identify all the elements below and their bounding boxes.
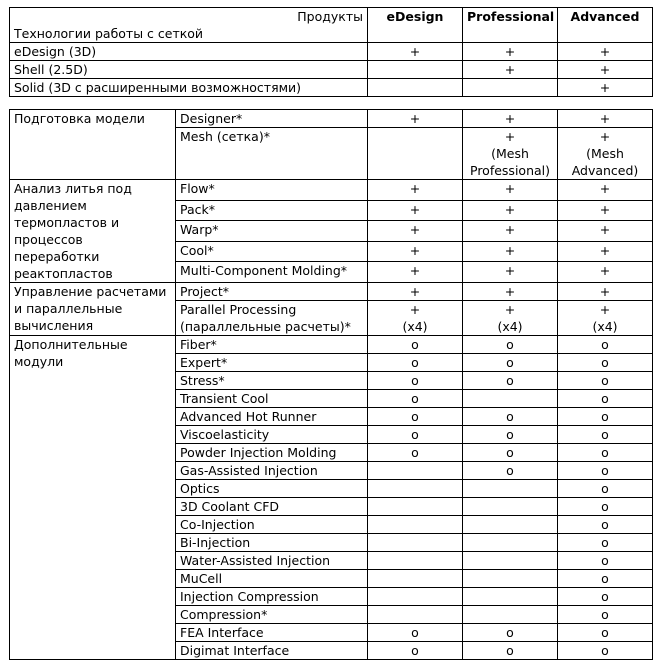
module-row: [10, 110, 653, 128]
module-value-advanced: o: [558, 516, 653, 534]
module-label: Mesh (сетка)*: [176, 128, 368, 180]
modules-table: [9, 109, 653, 660]
module-label: Advanced Hot Runner: [176, 408, 368, 426]
module-label: Cool*: [176, 241, 368, 262]
module-value-professional: o: [463, 642, 558, 660]
group-label: Анализ литья под давлением термопластов и процессов переработки реактопластов: [10, 180, 176, 283]
module-value-edesign: o: [368, 408, 463, 426]
module-value-professional: +: [463, 110, 558, 128]
module-label: Pack*: [176, 200, 368, 221]
module-value-advanced: o: [558, 606, 653, 624]
module-label: 3D Coolant CFD: [176, 498, 368, 516]
module-value-edesign: [368, 588, 463, 606]
module-value-edesign: o: [368, 426, 463, 444]
col-header-advanced: Advanced: [558, 8, 653, 43]
module-value-edesign: [368, 498, 463, 516]
header-label-cell: [10, 8, 368, 43]
module-value-advanced: o: [558, 480, 653, 498]
tech-value-professional: +: [463, 61, 558, 79]
module-value-edesign: [368, 128, 463, 180]
module-label: Parallel Processing (параллельные расчеты)*: [176, 301, 368, 336]
module-value-advanced: + (x4): [558, 301, 653, 336]
module-value-professional: [463, 516, 558, 534]
tech-label: Технологии работы с сеткой: [14, 26, 204, 41]
module-value-advanced: o: [558, 570, 653, 588]
module-label: Fiber*: [176, 336, 368, 354]
module-value-advanced: o: [558, 642, 653, 660]
header-row: [10, 8, 653, 43]
module-value-advanced: o: [558, 336, 653, 354]
module-value-professional: + (Mesh Professional): [463, 128, 558, 180]
module-value-edesign: o: [368, 372, 463, 390]
module-value-advanced: o: [558, 408, 653, 426]
module-value-advanced: o: [558, 354, 653, 372]
module-value-professional: +: [463, 283, 558, 301]
module-label: Gas-Assisted Injection: [176, 462, 368, 480]
module-value-professional: [463, 606, 558, 624]
module-value-professional: o: [463, 444, 558, 462]
module-value-edesign: o: [368, 390, 463, 408]
module-value-edesign: +: [368, 221, 463, 242]
module-value-advanced: o: [558, 444, 653, 462]
tech-value-professional: [463, 79, 558, 97]
module-label: Co-Injection: [176, 516, 368, 534]
tech-value-edesign: [368, 79, 463, 97]
module-value-professional: [463, 552, 558, 570]
module-value-advanced: +: [558, 221, 653, 242]
module-value-professional: [463, 534, 558, 552]
module-label: Flow*: [176, 180, 368, 201]
module-value-edesign: +: [368, 180, 463, 201]
module-value-edesign: o: [368, 642, 463, 660]
module-label: FEA Interface: [176, 624, 368, 642]
module-label: Multi-Component Molding*: [176, 262, 368, 283]
tech-value-edesign: +: [368, 43, 463, 61]
module-value-professional: o: [463, 426, 558, 444]
module-value-edesign: [368, 606, 463, 624]
tech-value-advanced: +: [558, 61, 653, 79]
module-label: Compression*: [176, 606, 368, 624]
tech-value-advanced: +: [558, 43, 653, 61]
module-value-professional: o: [463, 372, 558, 390]
tech-value-edesign: [368, 61, 463, 79]
module-value-professional: o: [463, 408, 558, 426]
module-value-edesign: +: [368, 200, 463, 221]
module-value-advanced: o: [558, 426, 653, 444]
module-label: Injection Compression: [176, 588, 368, 606]
tech-value-professional: +: [463, 43, 558, 61]
module-label: Powder Injection Molding: [176, 444, 368, 462]
module-value-edesign: [368, 570, 463, 588]
module-value-advanced: o: [558, 534, 653, 552]
module-label: Project*: [176, 283, 368, 301]
module-label: Water-Assisted Injection: [176, 552, 368, 570]
module-row: [10, 283, 653, 301]
module-label: Expert*: [176, 354, 368, 372]
module-value-edesign: [368, 480, 463, 498]
module-value-advanced: +: [558, 200, 653, 221]
module-value-edesign: +: [368, 283, 463, 301]
module-value-edesign: +: [368, 110, 463, 128]
group-label: Дополнительные модули: [10, 336, 176, 660]
module-value-advanced: o: [558, 588, 653, 606]
module-value-advanced: o: [558, 390, 653, 408]
module-value-professional: +: [463, 180, 558, 201]
module-value-professional: + (x4): [463, 301, 558, 336]
module-value-edesign: + (x4): [368, 301, 463, 336]
module-value-advanced: +: [558, 283, 653, 301]
mesh-technologies-table: [9, 7, 653, 97]
module-value-advanced: o: [558, 624, 653, 642]
module-value-advanced: o: [558, 372, 653, 390]
tech-row: [10, 79, 653, 97]
module-value-advanced: +: [558, 180, 653, 201]
tech-label: Shell (2.5D): [10, 61, 368, 79]
module-label: Designer*: [176, 110, 368, 128]
module-value-advanced: o: [558, 462, 653, 480]
module-value-edesign: [368, 462, 463, 480]
module-value-edesign: o: [368, 336, 463, 354]
module-value-edesign: o: [368, 624, 463, 642]
module-label: Warp*: [176, 221, 368, 242]
module-label: Optics: [176, 480, 368, 498]
module-value-advanced: o: [558, 552, 653, 570]
module-value-edesign: o: [368, 444, 463, 462]
module-value-edesign: [368, 516, 463, 534]
group-label: Подготовка модели: [10, 110, 176, 180]
module-value-professional: [463, 498, 558, 516]
tech-label: eDesign (3D): [10, 43, 368, 61]
tech-row: [10, 61, 653, 79]
module-value-professional: +: [463, 241, 558, 262]
module-value-professional: o: [463, 354, 558, 372]
module-value-advanced: + (Mesh Advanced): [558, 128, 653, 180]
module-label: Stress*: [176, 372, 368, 390]
col-header-professional: Professional: [463, 8, 558, 43]
module-value-edesign: [368, 534, 463, 552]
module-value-professional: o: [463, 462, 558, 480]
module-value-edesign: o: [368, 354, 463, 372]
module-row: [10, 336, 653, 354]
tech-row: [10, 43, 653, 61]
module-value-professional: o: [463, 336, 558, 354]
module-label: Viscoelasticity: [176, 426, 368, 444]
col-header-edesign: eDesign: [368, 8, 463, 43]
module-label: Digimat Interface: [176, 642, 368, 660]
module-value-professional: [463, 390, 558, 408]
module-value-professional: +: [463, 200, 558, 221]
module-value-advanced: +: [558, 110, 653, 128]
module-value-edesign: +: [368, 262, 463, 283]
module-label: Bi-Injection: [176, 534, 368, 552]
module-value-professional: [463, 480, 558, 498]
module-label: MuCell: [176, 570, 368, 588]
module-value-professional: o: [463, 624, 558, 642]
module-value-professional: [463, 570, 558, 588]
module-value-advanced: +: [558, 241, 653, 262]
module-value-professional: +: [463, 262, 558, 283]
module-value-advanced: +: [558, 262, 653, 283]
group-label: Управление расчетами и параллельные вычисления: [10, 283, 176, 336]
module-value-advanced: o: [558, 498, 653, 516]
tech-value-advanced: +: [558, 79, 653, 97]
module-value-professional: [463, 588, 558, 606]
module-value-edesign: [368, 552, 463, 570]
module-value-professional: +: [463, 221, 558, 242]
tech-label: Solid (3D с расширенными возможностями): [10, 79, 368, 97]
module-label: Transient Cool: [176, 390, 368, 408]
module-row: [10, 180, 653, 201]
module-value-edesign: +: [368, 241, 463, 262]
products-label: Продукты: [297, 9, 363, 24]
